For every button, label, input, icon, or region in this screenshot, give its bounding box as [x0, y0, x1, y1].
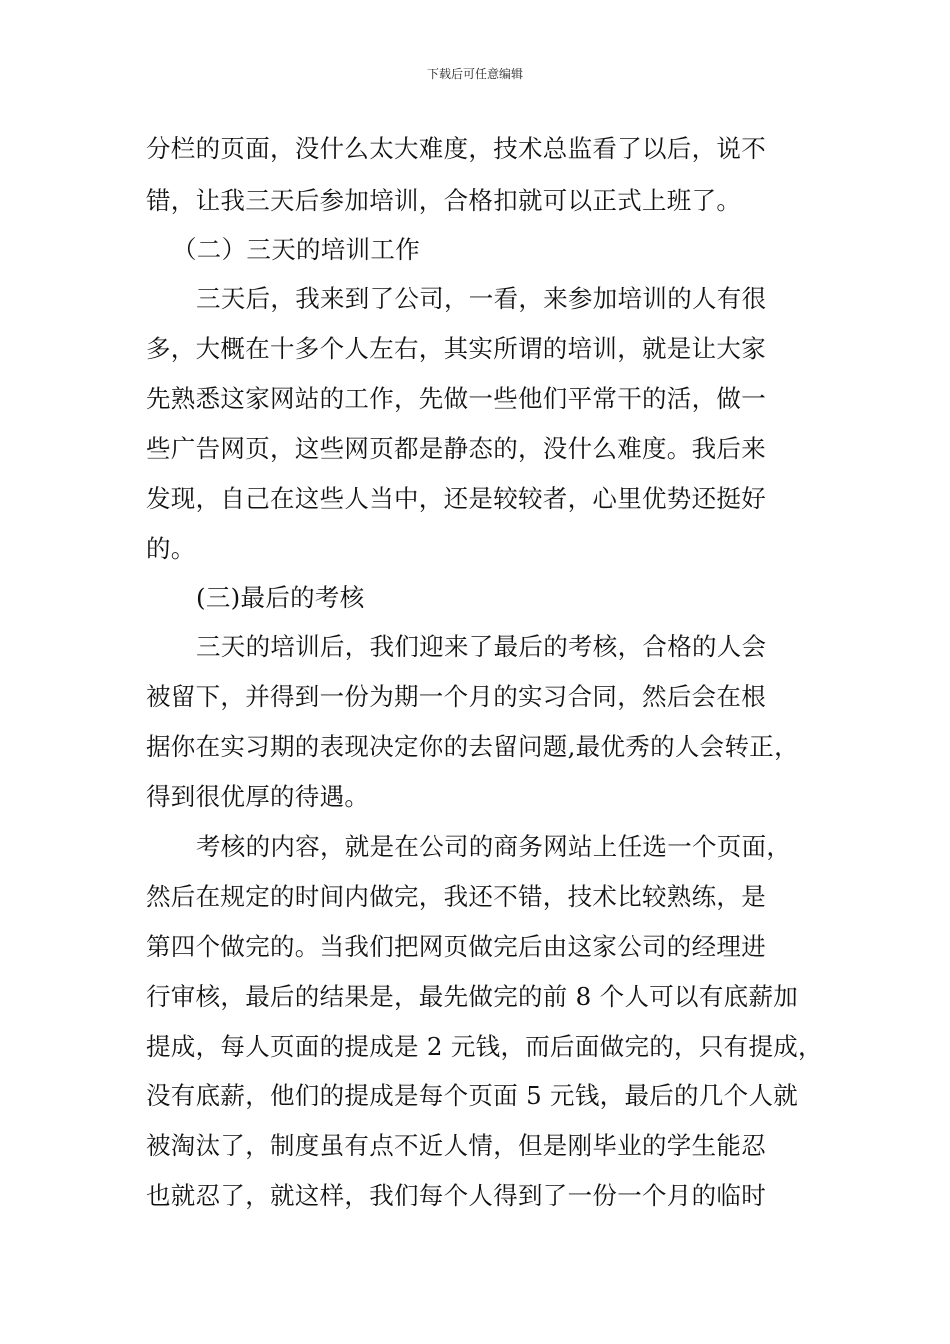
body-line: 行审核，最后的结果是，最先做完的前 8 个人可以有底薪加 — [146, 982, 799, 1011]
body-line: 发现，自己在这些人当中，还是较较者，心里优势还挺好 — [146, 484, 766, 513]
section-heading: (三)最后的考核 — [196, 583, 365, 612]
body-line: 第四个做完的。当我们把网页做完后由这家公司的经理进 — [146, 932, 766, 961]
body-line: 错，让我三天后参加培训，合格扣就可以正式上班了。 — [146, 186, 742, 215]
body-line: 被留下，并得到一份为期一个月的实习合同，然后会在根 — [146, 682, 766, 711]
body-line: 也就忍了，就这样，我们每个人得到了一份一个月的临时 — [146, 1181, 766, 1210]
body-line: 多，大概在十多个人左右，其实所谓的培训，就是让大家 — [146, 334, 766, 363]
body-line: 三天的培训后，我们迎来了最后的考核，合格的人会 — [196, 632, 767, 661]
body-line: 得到很优厚的待遇。 — [146, 782, 370, 811]
body-line: 先熟悉这家网站的工作，先做一些他们平常干的活，做一 — [146, 384, 766, 413]
body-line: 提成，每人页面的提成是 2 元钱，而后面做完的，只有提成， — [146, 1032, 823, 1061]
body-line: 据你在实习期的表现决定你的去留问题,最优秀的人会转正， — [146, 732, 799, 761]
body-line: 被淘汰了，制度虽有点不近人情，但是刚毕业的学生能忍 — [146, 1131, 766, 1160]
body-line: 些广告网页，这些网页都是静态的，没什么难度。我后来 — [146, 434, 766, 463]
body-line: 三天后，我来到了公司，一看，来参加培训的人有很 — [196, 284, 767, 313]
body-line: 没有底薪，他们的提成是每个页面 5 元钱，最后的几个人就 — [146, 1081, 799, 1110]
body-line: 分栏的页面，没什么太大难度，技术总监看了以后，说不 — [146, 134, 766, 163]
body-line: 的。 — [146, 534, 196, 563]
body-line: 然后在规定的时间内做完，我还不错，技术比较熟练，是 — [146, 882, 766, 911]
body-line: 考核的内容，就是在公司的商务网站上任选一个页面， — [196, 832, 792, 861]
page-header: 下载后可任意编辑 — [426, 67, 523, 81]
section-heading: （二）三天的培训工作 — [172, 235, 420, 264]
